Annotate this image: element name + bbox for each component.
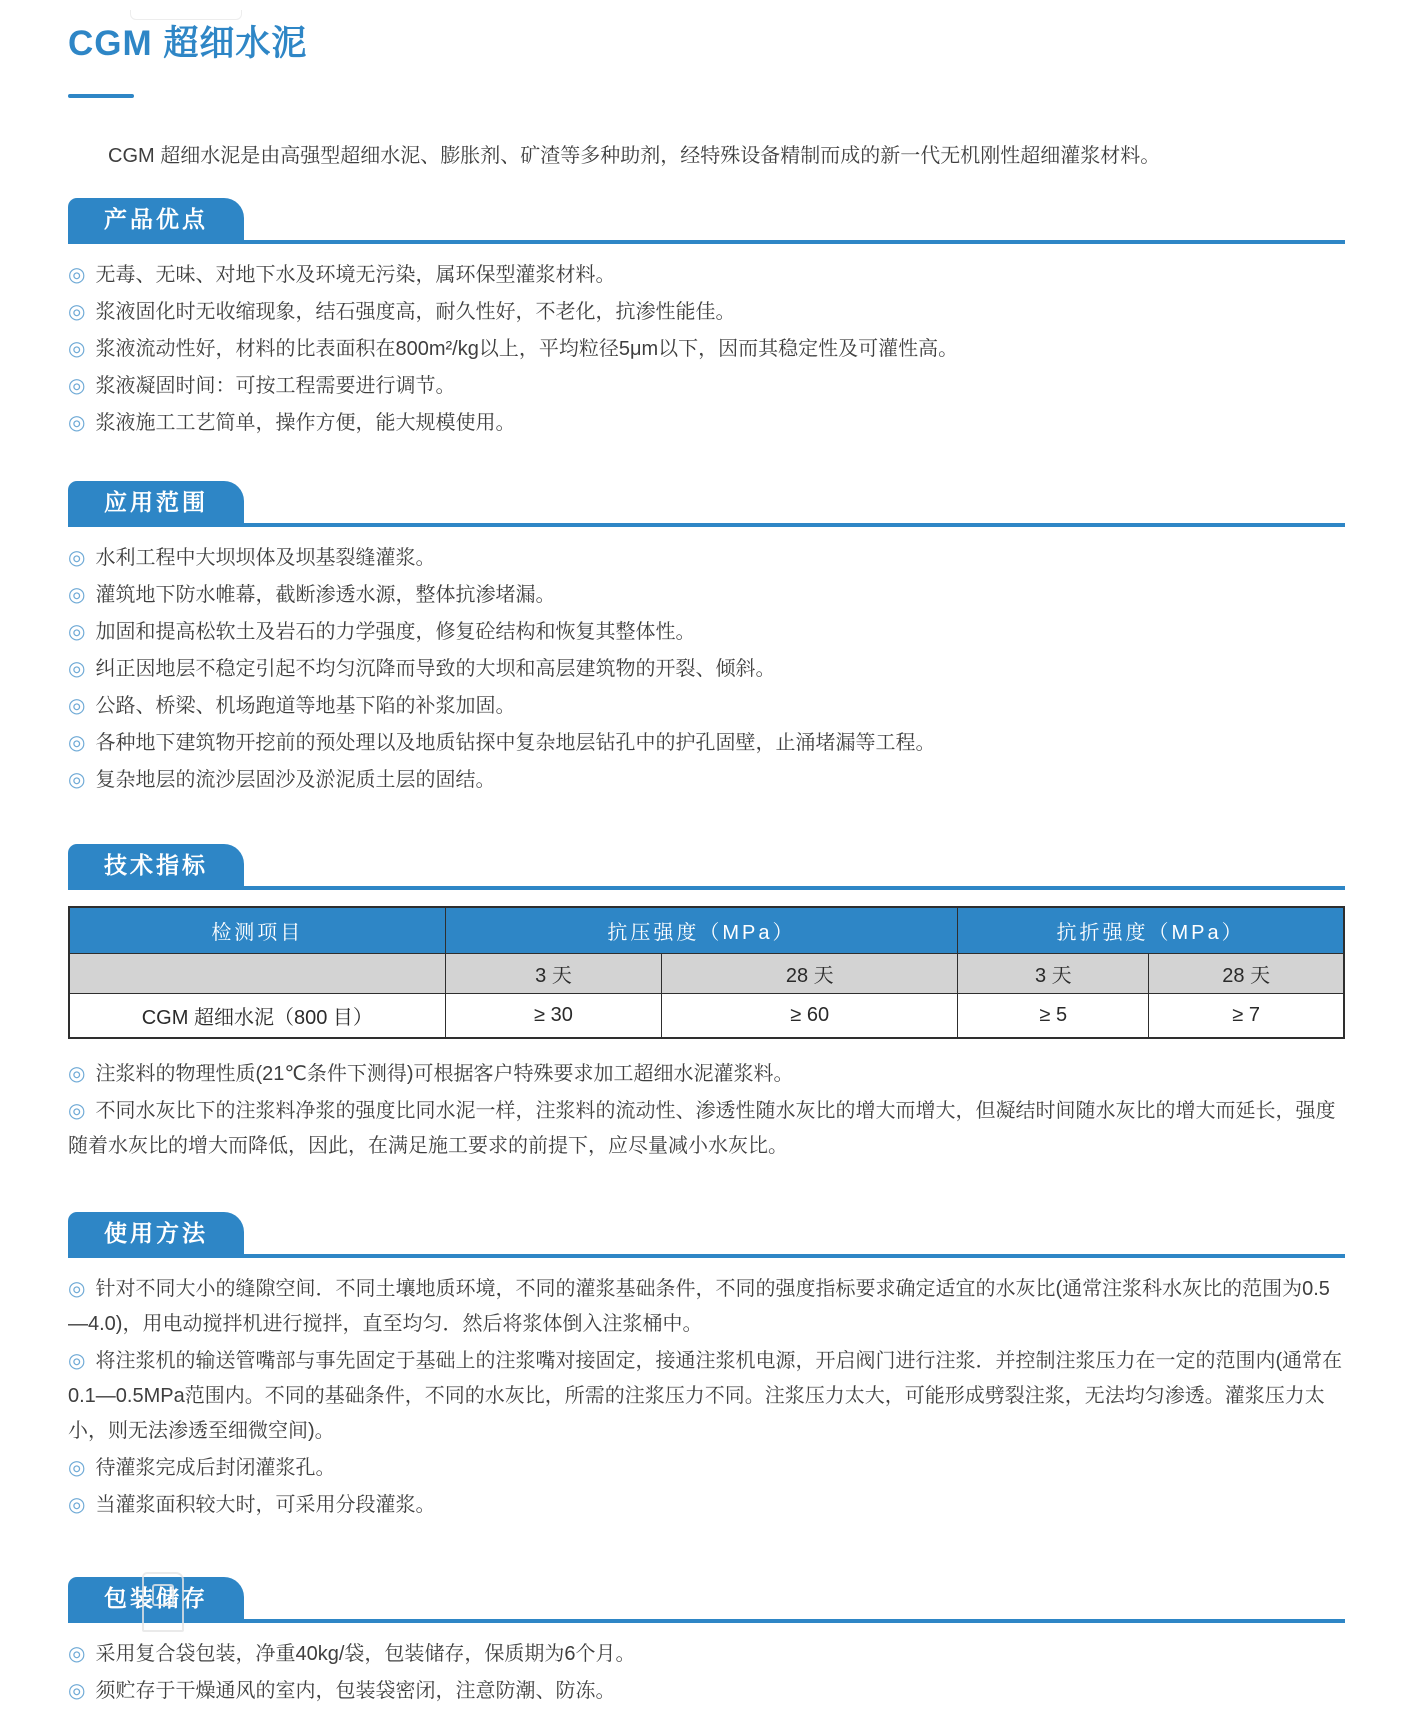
item-text: 采用复合袋包装，净重40kg/袋，包装储存，保质期为6个月。 <box>95 1643 636 1665</box>
bullseye-bullet-icon: ◎ <box>68 1494 86 1516</box>
section-underline <box>68 523 1345 527</box>
item-text: 纠正因地层不稳定引起不均匀沉降而导致的大坝和高层建筑物的开裂、倾斜。 <box>95 658 776 680</box>
list-item <box>68 1057 1345 1092</box>
list-item <box>68 332 1345 367</box>
specs-notes <box>68 1057 1345 1164</box>
subheader-cell: 3 天 <box>958 954 1149 994</box>
item-text: 浆液固化时无收缩现象，结石强度高，耐久性好，不老化，抗渗性能佳。 <box>95 301 736 323</box>
section-underline <box>68 1254 1345 1258</box>
section-specs <box>68 844 1345 1164</box>
item-text: 各种地下建筑物开挖前的预处理以及地质钻探中复杂地层钻孔中的护孔固壁，止涌堵漏等工程。 <box>95 732 936 754</box>
data-cell: ≥ 30 <box>445 994 662 1039</box>
item-text: 不同水灰比下的注浆料净浆的强度比同水泥一样，注浆料的流动性、渗透性随水灰比的增大而增大，但凝结时间随水灰比的增大而延长，强度随着水灰比的增大而降低，因此，在满足施工要求的前提下，应尽量减小水灰比。 <box>68 1100 1336 1157</box>
list-item <box>68 1674 1345 1709</box>
advantages-list <box>68 258 1345 441</box>
bullseye-bullet-icon: ◎ <box>68 695 86 717</box>
item-text: 将注浆机的输送管嘴部与事先固定于基础上的注浆嘴对接固定，接通注浆机电源，开启阀门进行注浆．并控制注浆压力在一定的范围内(通常在0.1—0.5MPa范围内。不同的基础条件，不同的水灰比，所需的注浆压力不同。注浆压力太大，可能形成劈裂注浆，无法均匀渗透。灌浆压力太小，则无法渗透至细微空间)。 <box>68 1350 1343 1442</box>
item-text: 复杂地层的流沙层固沙及淤泥质土层的固结。 <box>95 769 496 791</box>
item-text: 针对不同大小的缝隙空间．不同土壤地质环境，不同的灌浆基础条件，不同的强度指标要求确定适宜的水灰比(通常注浆科水灰比的范围为0.5—4.0)，用电动搅拌机进行搅拌，直至均匀．然后将浆体倒入注浆桶中。 <box>68 1278 1330 1335</box>
subheader-empty-cell <box>69 954 445 994</box>
bullseye-bullet-icon: ◎ <box>68 1063 86 1085</box>
list-item <box>68 1637 1345 1672</box>
list-item <box>68 1272 1345 1342</box>
bullseye-bullet-icon: ◎ <box>68 375 86 397</box>
section-usage <box>68 1212 1345 1523</box>
data-cell: ≥ 60 <box>662 994 958 1039</box>
data-cell-product: CGM 超细水泥（800 目） <box>69 994 445 1039</box>
section-storage <box>68 1577 1345 1709</box>
list-item <box>68 295 1345 330</box>
item-text: 公路、桥梁、机场跑道等地基下陷的补浆加固。 <box>95 695 516 717</box>
title-underline <box>68 94 134 98</box>
list-item <box>68 541 1345 576</box>
subheader-cell: 3 天 <box>445 954 662 994</box>
item-text: 注浆料的物理性质(21℃条件下测得)可根据客户特殊要求加工超细水泥灌浆料。 <box>95 1063 794 1085</box>
bullseye-bullet-icon: ◎ <box>68 732 86 754</box>
section-tab-usage: 使用方法 <box>68 1212 244 1254</box>
cement-bag-image <box>142 1572 184 1632</box>
storage-list <box>68 1637 1345 1709</box>
list-item <box>68 689 1345 724</box>
list-item <box>68 1094 1345 1164</box>
item-text: 水利工程中大坝坝体及坝基裂缝灌浆。 <box>95 547 436 569</box>
item-text: 当灌浆面积较大时，可采用分段灌浆。 <box>95 1494 436 1516</box>
item-text: 灌筑地下防水帷幕，截断渗透水源，整体抗渗堵漏。 <box>95 584 556 606</box>
section-tab-applications: 应用范围 <box>68 481 244 523</box>
subheader-cell: 28 天 <box>662 954 958 994</box>
bullseye-bullet-icon: ◎ <box>68 584 86 606</box>
data-cell: ≥ 7 <box>1149 994 1344 1039</box>
data-cell: ≥ 5 <box>958 994 1149 1039</box>
bullseye-bullet-icon: ◎ <box>68 1100 86 1122</box>
table-data-row <box>69 994 1344 1039</box>
item-text: 须贮存于干燥通风的室内，包装袋密闭，注意防潮、防冻。 <box>95 1680 616 1702</box>
list-item <box>68 615 1345 650</box>
bullseye-bullet-icon: ◎ <box>68 301 86 323</box>
section-applications <box>68 481 1345 798</box>
item-text: 浆液施工工艺简单，操作方便，能大规模使用。 <box>95 412 516 434</box>
item-text: 无毒、无味、对地下水及环境无污染，属环保型灌浆材料。 <box>95 264 616 286</box>
section-header <box>68 844 1345 890</box>
section-underline <box>68 1619 1345 1623</box>
table-subheader-row <box>69 954 1344 994</box>
item-text: 浆液凝固时间：可按工程需要进行调节。 <box>95 375 456 397</box>
item-text: 加固和提高松软土及岩石的力学强度，修复砼结构和恢复其整体性。 <box>95 621 696 643</box>
section-underline <box>68 886 1345 890</box>
bullseye-bullet-icon: ◎ <box>68 1680 86 1702</box>
col-header-item: 检测项目 <box>69 907 445 954</box>
list-item <box>68 1344 1345 1449</box>
cutoff-top-artifact <box>130 10 242 20</box>
list-item <box>68 258 1345 293</box>
intro-paragraph: CGM 超细水泥是由高强型超细水泥、膨胀剂、矿渣等多种助剂，经特殊设备精制而成的新一代无机刚性超细灌浆材料。 <box>108 145 1161 167</box>
list-item <box>68 578 1345 613</box>
specs-table <box>68 906 1345 1039</box>
bullseye-bullet-icon: ◎ <box>68 264 86 286</box>
bullseye-bullet-icon: ◎ <box>68 621 86 643</box>
bullseye-bullet-icon: ◎ <box>68 1278 86 1300</box>
col-header-compressive: 抗压强度（MPa） <box>445 907 958 954</box>
bullseye-bullet-icon: ◎ <box>68 338 86 360</box>
bullseye-bullet-icon: ◎ <box>68 1457 86 1479</box>
subheader-cell: 28 天 <box>1149 954 1344 994</box>
item-text: 待灌浆完成后封闭灌浆孔。 <box>95 1457 336 1479</box>
section-tab-storage: 包装储存 <box>68 1577 244 1619</box>
bullseye-bullet-icon: ◎ <box>68 658 86 680</box>
section-header <box>68 481 1345 527</box>
usage-list <box>68 1272 1345 1523</box>
list-item <box>68 1451 1345 1486</box>
section-underline <box>68 240 1345 244</box>
col-header-flexural: 抗折强度（MPa） <box>958 907 1344 954</box>
bullseye-bullet-icon: ◎ <box>68 769 86 791</box>
list-item <box>68 369 1345 404</box>
bullseye-bullet-icon: ◎ <box>68 1350 86 1372</box>
applications-list <box>68 541 1345 798</box>
item-text: 浆液流动性好，材料的比表面积在800m²/kg以上，平均粒径5μm以下，因而其稳定性及可灌性高。 <box>95 338 959 360</box>
product-datasheet <box>0 16 1406 1709</box>
section-tab-advantages: 产品优点 <box>68 198 244 240</box>
section-tab-specs: 技术指标 <box>68 844 244 886</box>
list-item <box>68 726 1345 761</box>
bullseye-bullet-icon: ◎ <box>68 1643 86 1665</box>
list-item <box>68 1488 1345 1523</box>
list-item <box>68 763 1345 798</box>
list-item <box>68 406 1345 441</box>
section-header <box>68 1577 1345 1623</box>
section-advantages <box>68 198 1345 441</box>
section-header <box>68 1212 1345 1258</box>
page-title: CGM 超细水泥 <box>68 24 308 63</box>
list-item <box>68 652 1345 687</box>
table-header-row <box>69 907 1344 954</box>
section-header <box>68 198 1345 244</box>
bullseye-bullet-icon: ◎ <box>68 412 86 434</box>
bullseye-bullet-icon: ◎ <box>68 547 86 569</box>
